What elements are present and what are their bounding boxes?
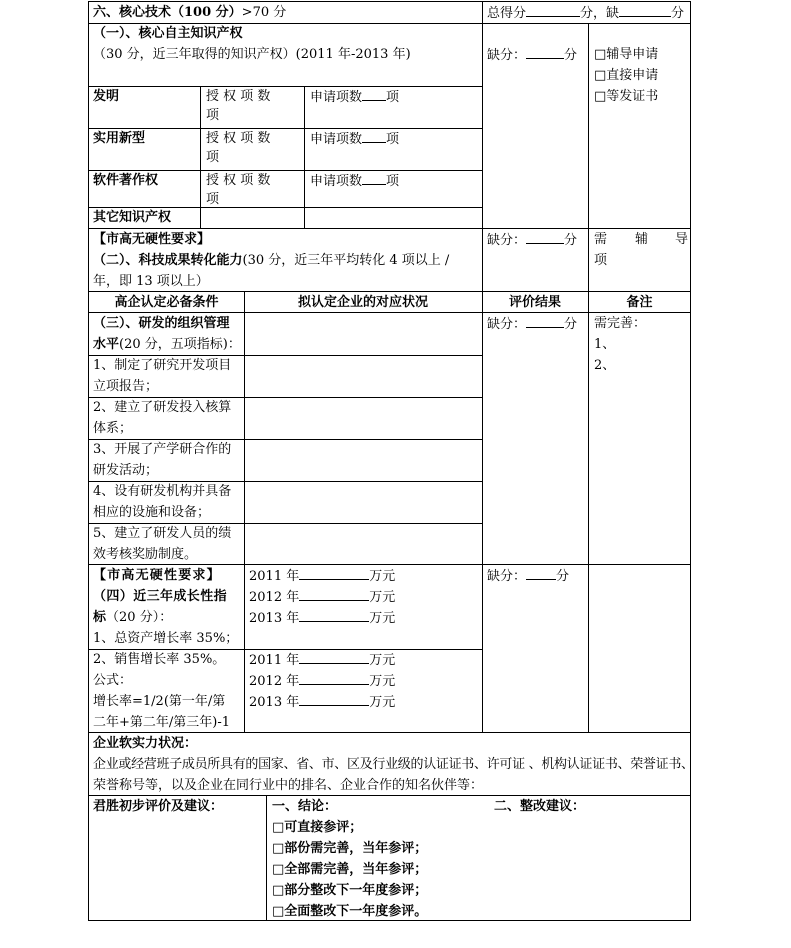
- ip-row-auth: 授 权 项 数: [206, 131, 271, 146]
- option-tutor-apply[interactable]: □辅导申请: [594, 47, 659, 62]
- growth-section: [88, 564, 691, 732]
- note-word: 导: [675, 232, 689, 247]
- ip-row-auth-unit: 项: [206, 192, 220, 207]
- ip-row-name: 实用新型: [93, 131, 146, 146]
- evaluation-label: 君胜初步评价及建议：: [93, 799, 224, 814]
- ip-deduct: 缺分： 分: [487, 44, 577, 66]
- core-tech-section: [88, 1, 691, 228]
- list-item-cont: 立项报告；: [93, 379, 159, 394]
- requirement-note: 【市高无硬性要求】: [93, 232, 211, 247]
- conclusion-option[interactable]: □部份需完善，当年参评；: [272, 841, 428, 856]
- list-item-cont: 相应的设施和设备；: [93, 505, 211, 520]
- ip-row-auth-unit: 项: [206, 150, 220, 165]
- conclusion-option[interactable]: □全部需完善，当年参评；: [272, 862, 428, 877]
- deduct-field: 缺分： 分: [487, 313, 577, 335]
- formula-label: 公式：: [93, 673, 133, 688]
- header-remarks: 备注: [626, 295, 653, 310]
- growth-item-sales: 2、销售增长率 35%。: [93, 652, 226, 667]
- ip-row-apply[interactable]: 申请项数 项: [310, 170, 399, 192]
- section-heading-cont: 标（20 分）：: [93, 610, 173, 625]
- header-result: 评价结果: [508, 295, 561, 310]
- option-direct-apply[interactable]: □直接申请: [594, 68, 659, 83]
- final-evaluation-section: [88, 795, 691, 921]
- section-heading-cont: 水平(20 分，五项指标)：: [93, 337, 241, 352]
- note-word: 项: [594, 253, 608, 268]
- soft-power-section: [88, 732, 694, 795]
- year-field[interactable]: 2012 年 万元: [249, 586, 395, 608]
- list-item: 2、建立了研发投入核算: [93, 400, 232, 415]
- list-item: 4、设有研发机构并具备: [93, 484, 232, 499]
- section-heading: （三）、研发的组织管理: [93, 316, 230, 331]
- tech-transfer-section: [88, 228, 691, 291]
- year-field[interactable]: 2013 年 万元: [249, 691, 395, 713]
- rd-management-section: [88, 312, 691, 564]
- table-header: [88, 291, 691, 312]
- conclusion-option[interactable]: □全面整改下一年度参评。: [272, 904, 428, 919]
- conclusion-option[interactable]: □部分整改下一年度参评；: [272, 883, 428, 898]
- list-item: 5、建立了研发人员的绩: [93, 526, 232, 541]
- list-item: 1、制定了研究开发项目: [93, 358, 232, 373]
- header-conditions: 高企认定必备条件: [114, 295, 219, 310]
- section-heading-cont: 年，即 13 项以上）: [93, 274, 209, 289]
- deduct-field: 缺分： 分: [487, 565, 569, 587]
- note-word: 辅: [635, 232, 649, 247]
- ip-subheading: （30 分，近三年取得的知识产权）(2011 年-2013 年): [93, 47, 411, 62]
- section-title: 六、核心技术（100 分）>70 分: [93, 5, 287, 20]
- conclusion-title: 一、结论：: [272, 799, 338, 814]
- evaluation-form: [88, 1, 694, 921]
- formula-line: 增长率=1/2(第一年/第: [93, 694, 226, 709]
- note-word: 需: [594, 232, 608, 247]
- ip-row-name: 其它知识产权: [93, 210, 172, 225]
- soft-power-text: 荣誉称号等，以及企业在同行业中的排名、企业合作的知名伙伴等：: [93, 778, 484, 793]
- growth-item-assets: 1、总资产增长率 35%；: [93, 631, 239, 646]
- list-item-cont: 效考核奖励制度。: [93, 547, 198, 562]
- formula-line: 二年+第二年/第三年)-1: [93, 715, 231, 730]
- ip-row-name: 软件著作权: [93, 173, 159, 188]
- ip-row-auth: 授 权 项 数: [206, 89, 271, 104]
- note-item: 2、: [594, 358, 616, 373]
- ip-row-auth: 授 权 项 数: [206, 173, 271, 188]
- year-field[interactable]: 2012 年 万元: [249, 670, 395, 692]
- suggestion-title: 二、整改建议：: [494, 799, 586, 814]
- list-item-cont: 体系；: [93, 421, 133, 436]
- year-field[interactable]: 2011 年 万元: [249, 649, 395, 671]
- year-field[interactable]: 2013 年 万元: [249, 607, 395, 629]
- total-score: 总得分 分，缺 分: [487, 2, 684, 24]
- ip-heading: （一）、核心自主知识产权: [93, 26, 243, 41]
- note-title: 需完善：: [594, 316, 647, 331]
- header-status: 拟认定企业的对应状况: [297, 295, 428, 310]
- list-item: 3、开展了产学研合作的: [93, 442, 232, 457]
- section-heading: （二）、科技成果转化能力(30 分，近三年平均转化 4 项以上 /: [93, 253, 450, 268]
- soft-power-title: 企业软实力状况：: [93, 736, 198, 751]
- note-item: 1、: [594, 337, 616, 352]
- ip-row-name: 发明: [93, 89, 120, 104]
- ip-row-apply[interactable]: 申请项数 项: [310, 86, 399, 108]
- ip-row-auth-unit: 项: [206, 108, 220, 123]
- conclusion-option[interactable]: □可直接参评；: [272, 820, 363, 835]
- option-await-certificate[interactable]: □等发证书: [594, 89, 659, 104]
- ip-row-apply[interactable]: 申请项数 项: [310, 128, 399, 150]
- requirement-note: 【市高无硬性要求】: [93, 568, 221, 583]
- list-item-cont: 研发活动；: [93, 463, 159, 478]
- soft-power-text: 企业或经营班子成员所具有的国家、省、市、区及行业级的认证证书、许可证 、机构认证证书、荣誉证书、: [93, 757, 694, 772]
- deduct-field: 缺分： 分: [487, 229, 577, 251]
- section-heading: （四）近三年成长性指: [93, 589, 228, 604]
- year-field[interactable]: 2011 年 万元: [249, 565, 395, 587]
